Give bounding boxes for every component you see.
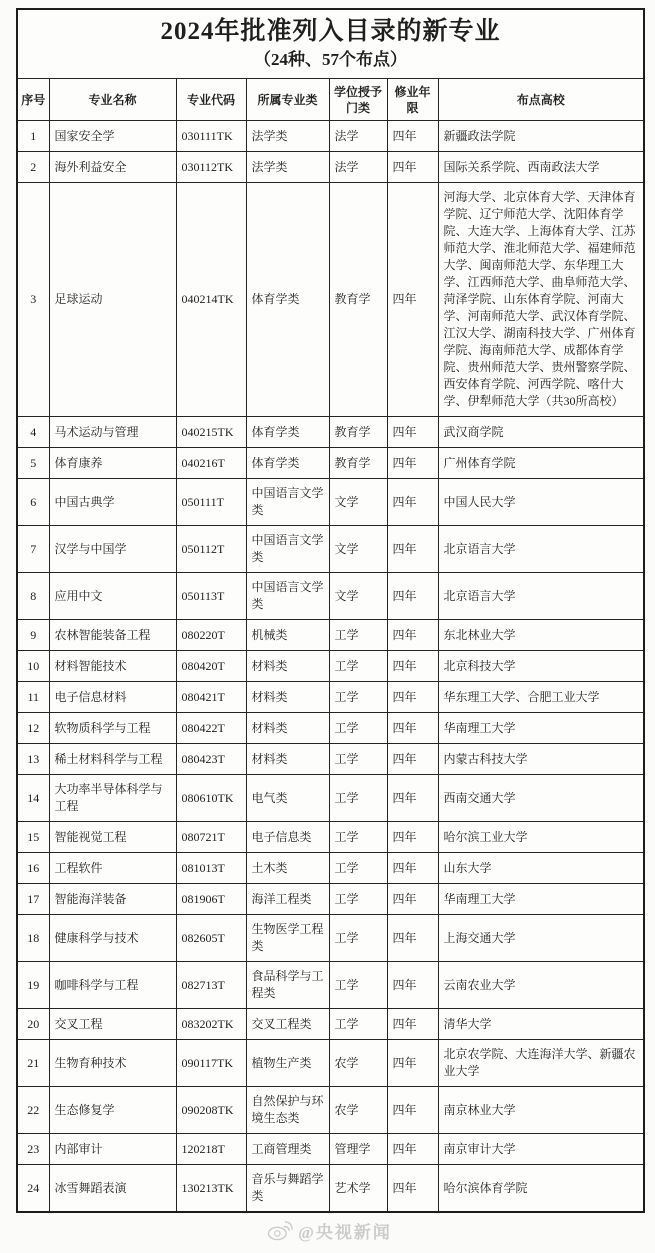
cell-serial-number: 11 [17, 682, 49, 713]
table-row [17, 822, 644, 853]
cell-years: 四年 [387, 183, 438, 417]
watermark [16, 1213, 643, 1247]
cell-major-name: 咖啡科学与工程 [49, 962, 176, 1009]
cell-major-code: 050111T [176, 479, 246, 526]
page-title: 2024年批准列入目录的新专业 [160, 18, 501, 45]
cell-major-code: 030111TK [176, 121, 246, 152]
table-row [17, 775, 644, 822]
table-row [17, 121, 644, 152]
cell-years: 四年 [387, 682, 438, 713]
cell-degree: 农学 [329, 1087, 387, 1134]
cell-major-code: 050112T [176, 526, 246, 573]
cell-serial-number: 15 [17, 822, 49, 853]
cell-years: 四年 [387, 1040, 438, 1087]
cell-category: 植物生产类 [246, 1040, 329, 1087]
cell-degree: 艺术学 [329, 1165, 387, 1213]
cell-degree: 工学 [329, 744, 387, 775]
cell-years: 四年 [387, 620, 438, 651]
cell-major-code: 082605T [176, 915, 246, 962]
cell-major-name: 生态修复学 [49, 1087, 176, 1134]
cell-category: 法学类 [246, 152, 329, 183]
cell-category: 中国语言文学类 [246, 479, 329, 526]
table-row [17, 1040, 644, 1087]
cell-years: 四年 [387, 822, 438, 853]
cell-category: 机械类 [246, 620, 329, 651]
table-row [17, 915, 644, 962]
cell-serial-number: 23 [17, 1134, 49, 1165]
cell-degree: 工学 [329, 915, 387, 962]
cell-degree: 文学 [329, 573, 387, 620]
cell-universities: 南京审计大学 [438, 1134, 644, 1165]
cell-universities: 上海交通大学 [438, 915, 644, 962]
cell-serial-number: 21 [17, 1040, 49, 1087]
cell-major-code: 120218T [176, 1134, 246, 1165]
cell-category: 材料类 [246, 713, 329, 744]
table-row [17, 1165, 644, 1213]
column-header-degree: 学位授予门类 [329, 79, 387, 121]
cell-universities: 云南农业大学 [438, 962, 644, 1009]
table-row [17, 526, 644, 573]
cell-universities: 北京语言大学 [438, 526, 644, 573]
new-majors-table [16, 8, 645, 1213]
cell-major-name: 电子信息材料 [49, 682, 176, 713]
cell-degree: 文学 [329, 479, 387, 526]
cell-category: 材料类 [246, 651, 329, 682]
cell-degree: 工学 [329, 620, 387, 651]
cell-years: 四年 [387, 744, 438, 775]
cell-universities: 南京林业大学 [438, 1087, 644, 1134]
cell-serial-number: 12 [17, 713, 49, 744]
cell-major-name: 农林智能装备工程 [49, 620, 176, 651]
cell-degree: 工学 [329, 651, 387, 682]
cell-years: 四年 [387, 962, 438, 1009]
cell-category: 食品科学与工程类 [246, 962, 329, 1009]
cell-major-code: 040214TK [176, 183, 246, 417]
cell-serial-number: 6 [17, 479, 49, 526]
cell-category: 体育学类 [246, 448, 329, 479]
cell-major-name: 材料智能技术 [49, 651, 176, 682]
cell-serial-number: 8 [17, 573, 49, 620]
cell-category: 工商管理类 [246, 1134, 329, 1165]
cell-universities: 华南理工大学 [438, 713, 644, 744]
cell-serial-number: 14 [17, 775, 49, 822]
cell-degree: 工学 [329, 822, 387, 853]
table-row [17, 479, 644, 526]
cell-major-code: 083202TK [176, 1009, 246, 1040]
cell-category: 材料类 [246, 682, 329, 713]
cell-major-name: 汉学与中国学 [49, 526, 176, 573]
table-row [17, 853, 644, 884]
cell-major-code: 080423T [176, 744, 246, 775]
cell-category: 交叉工程类 [246, 1009, 329, 1040]
cell-serial-number: 13 [17, 744, 49, 775]
cell-major-name: 工程软件 [49, 853, 176, 884]
cell-category: 生物医学工程类 [246, 915, 329, 962]
cell-degree: 工学 [329, 775, 387, 822]
cell-universities: 东北林业大学 [438, 620, 644, 651]
cell-universities: 北京农学院、大连海洋大学、新疆农业大学 [438, 1040, 644, 1087]
cell-universities: 武汉商学院 [438, 417, 644, 448]
cell-years: 四年 [387, 651, 438, 682]
column-header-serial: 序号 [17, 79, 49, 121]
cell-years: 四年 [387, 775, 438, 822]
cell-category: 材料类 [246, 744, 329, 775]
table-row [17, 713, 644, 744]
table-row [17, 1087, 644, 1134]
cell-major-code: 080220T [176, 620, 246, 651]
cell-universities: 北京语言大学 [438, 573, 644, 620]
cell-serial-number: 16 [17, 853, 49, 884]
cell-years: 四年 [387, 417, 438, 448]
cell-major-name: 智能视觉工程 [49, 822, 176, 853]
cell-universities: 内蒙古科技大学 [438, 744, 644, 775]
table-body [17, 121, 644, 1213]
table-row [17, 962, 644, 1009]
table-row [17, 448, 644, 479]
cell-years: 四年 [387, 573, 438, 620]
cell-serial-number: 18 [17, 915, 49, 962]
table-row [17, 152, 644, 183]
cell-serial-number: 4 [17, 417, 49, 448]
cell-category: 体育学类 [246, 417, 329, 448]
cell-major-code: 081906T [176, 884, 246, 915]
cell-degree: 管理学 [329, 1134, 387, 1165]
cell-major-name: 生物育种技术 [49, 1040, 176, 1087]
cell-major-code: 080721T [176, 822, 246, 853]
column-header-major-name: 专业名称 [49, 79, 176, 121]
cell-category: 体育学类 [246, 183, 329, 417]
cell-degree: 工学 [329, 713, 387, 744]
cell-years: 四年 [387, 121, 438, 152]
cell-serial-number: 5 [17, 448, 49, 479]
cell-universities: 新疆政法学院 [438, 121, 644, 152]
column-header-major-code: 专业代码 [176, 79, 246, 121]
cell-degree: 教育学 [329, 183, 387, 417]
cell-major-code: 090208TK [176, 1087, 246, 1134]
cell-category: 自然保护与环境生态类 [246, 1087, 329, 1134]
cell-major-code: 080610TK [176, 775, 246, 822]
cell-major-name: 智能海洋装备 [49, 884, 176, 915]
table-row [17, 573, 644, 620]
cell-major-name: 应用中文 [49, 573, 176, 620]
table-row [17, 744, 644, 775]
cell-serial-number: 1 [17, 121, 49, 152]
cell-major-code: 030112TK [176, 152, 246, 183]
cell-serial-number: 10 [17, 651, 49, 682]
cell-degree: 工学 [329, 1009, 387, 1040]
cell-universities: 哈尔滨工业大学 [438, 822, 644, 853]
table-row [17, 1134, 644, 1165]
cell-serial-number: 2 [17, 152, 49, 183]
cell-serial-number: 17 [17, 884, 49, 915]
cell-major-name: 冰雪舞蹈表演 [49, 1165, 176, 1213]
cell-major-code: 050113T [176, 573, 246, 620]
column-header-years: 修业年限 [387, 79, 438, 121]
cell-universities: 西南交通大学 [438, 775, 644, 822]
cell-major-name: 海外利益安全 [49, 152, 176, 183]
cell-universities: 中国人民大学 [438, 479, 644, 526]
title-row [17, 9, 644, 79]
cell-serial-number: 22 [17, 1087, 49, 1134]
cell-degree: 工学 [329, 682, 387, 713]
cell-years: 四年 [387, 448, 438, 479]
cell-degree: 教育学 [329, 448, 387, 479]
cell-universities: 山东大学 [438, 853, 644, 884]
cell-years: 四年 [387, 1087, 438, 1134]
cell-serial-number: 9 [17, 620, 49, 651]
cell-years: 四年 [387, 526, 438, 573]
cell-degree: 教育学 [329, 417, 387, 448]
cell-serial-number: 20 [17, 1009, 49, 1040]
cell-universities: 河海大学、北京体育大学、天津体育学院、辽宁师范大学、沈阳体育学院、大连大学、上海体育大学、江苏师范大学、淮北师范大学、福建师范大学、闽南师范大学、东华理工大学、江西师范大学、曲阜师范大学、菏泽学院、山东体育学院、河南大学、河南师范大学、武汉体育学院、江汉大学、湖南科技大学、广州体育学院、海南师范大学、成都体育学院、贵州师范大学、贵州警察学院、西安体育学院、河西学院、喀什大学、伊犁师范大学（共30所高校） [438, 183, 644, 417]
cell-category: 法学类 [246, 121, 329, 152]
cell-major-name: 交叉工程 [49, 1009, 176, 1040]
table-row [17, 1009, 644, 1040]
cell-years: 四年 [387, 479, 438, 526]
column-header-universities: 布点高校 [438, 79, 644, 121]
cell-category: 海洋工程类 [246, 884, 329, 915]
cell-major-name: 内部审计 [49, 1134, 176, 1165]
cell-major-name: 体育康养 [49, 448, 176, 479]
cell-major-code: 130213TK [176, 1165, 246, 1213]
cell-years: 四年 [387, 152, 438, 183]
cell-category: 电子信息类 [246, 822, 329, 853]
cell-major-code: 080421T [176, 682, 246, 713]
cell-major-name: 中国古典学 [49, 479, 176, 526]
cell-degree: 工学 [329, 962, 387, 1009]
page-subtitle: （24种、57个布点） [254, 50, 407, 69]
cell-universities: 华南理工大学 [438, 884, 644, 915]
table-row [17, 620, 644, 651]
cell-major-name: 马术运动与管理 [49, 417, 176, 448]
cell-years: 四年 [387, 915, 438, 962]
table-row [17, 183, 644, 417]
cell-serial-number: 3 [17, 183, 49, 417]
cell-major-code: 090117TK [176, 1040, 246, 1087]
cell-category: 电气类 [246, 775, 329, 822]
cell-major-name: 稀土材料科学与工程 [49, 744, 176, 775]
cell-degree: 文学 [329, 526, 387, 573]
cell-serial-number: 7 [17, 526, 49, 573]
cell-major-name: 国家安全学 [49, 121, 176, 152]
cell-degree: 农学 [329, 1040, 387, 1087]
cell-category: 中国语言文学类 [246, 573, 329, 620]
cell-universities: 国际关系学院、西南政法大学 [438, 152, 644, 183]
cell-degree: 工学 [329, 884, 387, 915]
cell-degree: 工学 [329, 853, 387, 884]
cell-major-name: 软物质科学与工程 [49, 713, 176, 744]
cell-years: 四年 [387, 884, 438, 915]
table-header-row [17, 79, 644, 121]
table-row [17, 417, 644, 448]
cell-degree: 法学 [329, 152, 387, 183]
title-cell [17, 9, 644, 79]
column-header-category: 所属专业类 [246, 79, 329, 121]
cell-major-code: 081013T [176, 853, 246, 884]
cell-category: 土木类 [246, 853, 329, 884]
cell-category: 中国语言文学类 [246, 526, 329, 573]
cell-years: 四年 [387, 1165, 438, 1213]
cell-major-name: 足球运动 [49, 183, 176, 417]
watermark-text: @央视新闻 [298, 1222, 392, 1242]
table-row [17, 884, 644, 915]
cell-major-name: 健康科学与技术 [49, 915, 176, 962]
table-row [17, 682, 644, 713]
cell-years: 四年 [387, 1134, 438, 1165]
cell-major-code: 040216T [176, 448, 246, 479]
cell-years: 四年 [387, 853, 438, 884]
cell-major-code: 082713T [176, 962, 246, 1009]
cell-major-code: 080422T [176, 713, 246, 744]
cell-serial-number: 24 [17, 1165, 49, 1213]
cell-degree: 法学 [329, 121, 387, 152]
cell-major-code: 080420T [176, 651, 246, 682]
cell-serial-number: 19 [17, 962, 49, 1009]
cell-years: 四年 [387, 1009, 438, 1040]
weibo-icon [267, 1219, 293, 1241]
cell-universities: 广州体育学院 [438, 448, 644, 479]
cell-universities: 北京科技大学 [438, 651, 644, 682]
table-row [17, 651, 644, 682]
cell-universities: 清华大学 [438, 1009, 644, 1040]
cell-universities: 华东理工大学、合肥工业大学 [438, 682, 644, 713]
cell-major-code: 040215TK [176, 417, 246, 448]
cell-category: 音乐与舞蹈学类 [246, 1165, 329, 1213]
cell-years: 四年 [387, 713, 438, 744]
cell-major-name: 大功率半导体科学与工程 [49, 775, 176, 822]
cell-universities: 哈尔滨体育学院 [438, 1165, 644, 1213]
